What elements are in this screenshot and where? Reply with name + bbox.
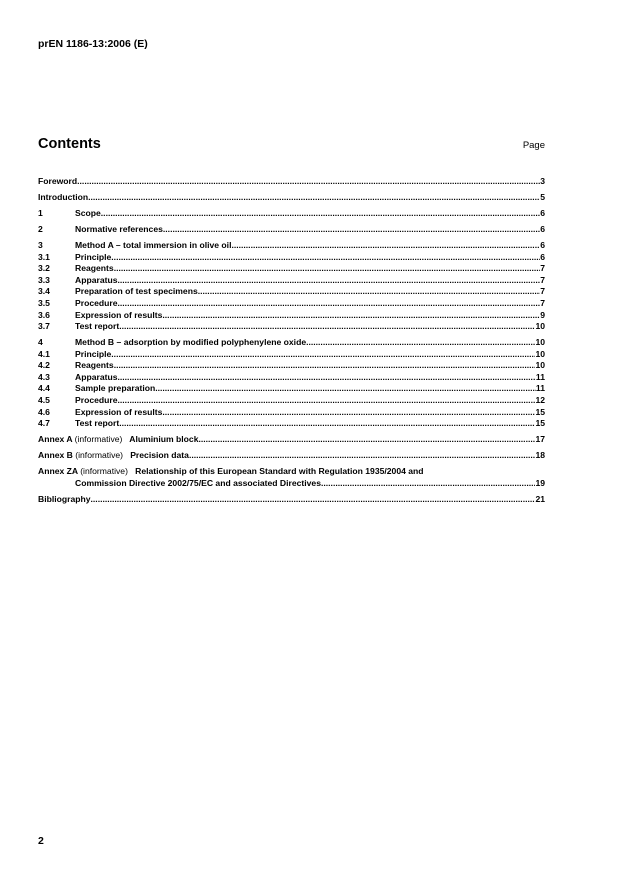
bibliography-title: Bibliography bbox=[38, 493, 91, 504]
toc-entry-title: Expression of results bbox=[75, 406, 163, 417]
toc-dot-leader bbox=[189, 450, 536, 462]
toc-entry-title: Test report bbox=[75, 418, 120, 429]
toc-entry-title: Principle bbox=[75, 251, 112, 262]
document-id: prEN 1186-13:2006 (E) bbox=[38, 38, 148, 50]
page-column-label: Page bbox=[522, 140, 545, 151]
toc-entry-number: 3.4 bbox=[38, 286, 50, 297]
toc-entry-page: 6 bbox=[540, 223, 545, 234]
annex-a-label: Annex A bbox=[38, 434, 73, 445]
toc-entry[interactable] bbox=[38, 418, 545, 430]
annex-b-type: (informative) bbox=[75, 450, 124, 461]
toc-entry-page: 10 bbox=[535, 348, 545, 359]
toc-entry-page: 6 bbox=[540, 251, 545, 262]
toc-entry-number: 4.5 bbox=[38, 395, 50, 406]
bibliography-page: 21 bbox=[535, 493, 545, 504]
annex-b-title: Precision data bbox=[130, 450, 189, 461]
toc-dot-leader bbox=[114, 360, 536, 372]
toc-entry[interactable] bbox=[38, 286, 545, 298]
toc-entry-page: 6 bbox=[540, 239, 545, 250]
annex-za-label: Annex ZA bbox=[38, 466, 78, 477]
annex-za-title-line2: Commission Directive 2002/75/EC and associated Directives bbox=[75, 477, 321, 488]
toc-entry[interactable] bbox=[38, 321, 545, 333]
toc-entry-title: Reagents bbox=[75, 360, 114, 371]
annex-a-page: 17 bbox=[535, 434, 545, 445]
annex-za-heading bbox=[38, 466, 424, 478]
toc-entry[interactable] bbox=[38, 240, 545, 252]
toc-annex-za-line2[interactable] bbox=[38, 478, 545, 490]
toc-entry-title: Apparatus bbox=[75, 274, 118, 285]
page-number: 2 bbox=[38, 835, 44, 847]
toc-entry-page: 3 bbox=[540, 176, 545, 186]
toc-dot-leader bbox=[231, 240, 540, 252]
toc-dot-leader bbox=[111, 349, 535, 361]
toc-entry-number: 3.7 bbox=[38, 321, 50, 332]
toc-entry[interactable] bbox=[38, 208, 545, 220]
annex-za-page: 19 bbox=[535, 477, 545, 488]
toc-section-list bbox=[38, 176, 545, 430]
toc-entry-title: Test report bbox=[75, 321, 120, 332]
toc-bibliography[interactable] bbox=[38, 494, 545, 506]
toc-entry[interactable] bbox=[38, 224, 545, 236]
toc-entry[interactable] bbox=[38, 176, 545, 188]
toc-dot-leader bbox=[162, 407, 535, 419]
toc-dot-leader bbox=[118, 298, 541, 310]
toc-entry-number: 4.4 bbox=[38, 383, 50, 394]
annex-b-page: 18 bbox=[535, 450, 545, 461]
toc-entry-number: 4.6 bbox=[38, 406, 50, 417]
toc-annex-a[interactable] bbox=[38, 434, 545, 446]
toc-dot-leader bbox=[118, 275, 541, 287]
table-of-contents bbox=[38, 176, 545, 505]
toc-dot-leader bbox=[118, 395, 536, 407]
toc-dot-leader bbox=[321, 478, 535, 490]
toc-entry-page: 15 bbox=[535, 418, 545, 429]
toc-entry-title: Principle bbox=[75, 348, 112, 359]
toc-entry[interactable] bbox=[38, 407, 545, 419]
toc-entry[interactable] bbox=[38, 349, 545, 361]
toc-entry-number: 3.6 bbox=[38, 309, 50, 320]
toc-entry-title: Introduction bbox=[38, 191, 89, 202]
toc-entry[interactable] bbox=[38, 395, 545, 407]
toc-entry[interactable] bbox=[38, 383, 545, 395]
toc-entry-number: 4 bbox=[38, 337, 43, 348]
toc-entry-page: 10 bbox=[535, 360, 545, 371]
toc-entry[interactable] bbox=[38, 252, 545, 264]
toc-entry-number: 3.3 bbox=[38, 274, 50, 285]
toc-entry[interactable] bbox=[38, 298, 545, 310]
toc-entry-title: Procedure bbox=[75, 297, 118, 308]
toc-dot-leader bbox=[91, 494, 536, 506]
toc-dot-leader bbox=[198, 434, 535, 446]
toc-entry-title: Method A – total immersion in olive oil bbox=[75, 239, 232, 250]
toc-entry-number: 3.2 bbox=[38, 263, 50, 274]
annex-a-title: Aluminium block bbox=[129, 434, 199, 445]
toc-entry[interactable] bbox=[38, 360, 545, 372]
toc-dot-leader bbox=[155, 383, 536, 395]
toc-entry-number: 3 bbox=[38, 239, 43, 250]
toc-entry-number: 3.1 bbox=[38, 251, 50, 262]
toc-entry-page: 7 bbox=[540, 297, 545, 308]
toc-dot-leader bbox=[77, 176, 540, 188]
toc-entry-title: Foreword bbox=[38, 176, 78, 186]
toc-entry[interactable] bbox=[38, 275, 545, 287]
toc-entry-title: Method B – adsorption by modified polyphenylene oxide bbox=[75, 337, 307, 348]
toc-entry-title: Scope bbox=[75, 207, 101, 218]
toc-entry-title: Reagents bbox=[75, 263, 114, 274]
toc-entry-page: 12 bbox=[535, 395, 545, 406]
toc-entry-page: 9 bbox=[540, 309, 545, 320]
toc-entry-title: Sample preparation bbox=[75, 383, 156, 394]
toc-entry-title: Apparatus bbox=[75, 371, 118, 382]
toc-entry-title: Normative references bbox=[75, 223, 163, 234]
toc-dot-leader bbox=[306, 337, 535, 349]
toc-entry-number: 4.3 bbox=[38, 371, 50, 382]
toc-entry-page: 7 bbox=[540, 286, 545, 297]
toc-entry-number: 3.5 bbox=[38, 297, 50, 308]
toc-entry-page: 7 bbox=[540, 263, 545, 274]
toc-entry-page: 7 bbox=[540, 274, 545, 285]
toc-entry[interactable] bbox=[38, 263, 545, 275]
toc-entry-number: 4.1 bbox=[38, 348, 50, 359]
toc-entry-number: 2 bbox=[38, 223, 43, 234]
toc-dot-leader bbox=[114, 263, 541, 275]
toc-entry-number: 1 bbox=[38, 207, 43, 218]
toc-dot-leader bbox=[162, 310, 540, 322]
toc-entry-page: 11 bbox=[535, 371, 545, 382]
toc-entry[interactable] bbox=[38, 372, 545, 384]
toc-dot-leader bbox=[119, 321, 535, 333]
toc-entry[interactable] bbox=[38, 310, 545, 322]
toc-dot-leader bbox=[163, 224, 540, 236]
toc-entry[interactable] bbox=[38, 337, 545, 349]
toc-annex-b[interactable] bbox=[38, 450, 545, 462]
toc-dot-leader bbox=[101, 208, 540, 220]
toc-dot-leader bbox=[119, 418, 535, 430]
toc-entry-page: 10 bbox=[535, 337, 545, 348]
annex-b-heading bbox=[38, 450, 189, 462]
toc-entry-number: 4.7 bbox=[38, 418, 50, 429]
toc-entry[interactable] bbox=[38, 192, 545, 204]
toc-entry-page: 11 bbox=[535, 383, 545, 394]
toc-entry-title: Expression of results bbox=[75, 309, 163, 320]
toc-annex-za-line1[interactable] bbox=[38, 466, 545, 478]
toc-dot-leader bbox=[198, 286, 540, 298]
toc-entry-title: Preparation of test specimens bbox=[75, 286, 198, 297]
annex-b-label: Annex B bbox=[38, 450, 73, 461]
toc-entry-title: Procedure bbox=[75, 395, 118, 406]
toc-dot-leader bbox=[118, 372, 536, 384]
toc-entry-page: 5 bbox=[540, 191, 545, 202]
contents-title: Contents bbox=[38, 136, 101, 152]
toc-entry-number: 4.2 bbox=[38, 360, 50, 371]
toc-entry-page: 10 bbox=[535, 321, 545, 332]
annex-za-title-line1: Relationship of this European Standard with Regulation 1935/2004 and bbox=[135, 466, 424, 477]
toc-entry-page: 6 bbox=[540, 207, 545, 218]
toc-dot-leader bbox=[88, 192, 540, 204]
toc-entry-page: 15 bbox=[535, 406, 545, 417]
annex-a-type: (informative) bbox=[74, 434, 123, 445]
annex-za-type: (informative) bbox=[80, 466, 128, 477]
toc-dot-leader bbox=[111, 252, 540, 264]
annex-a-heading bbox=[38, 434, 198, 446]
